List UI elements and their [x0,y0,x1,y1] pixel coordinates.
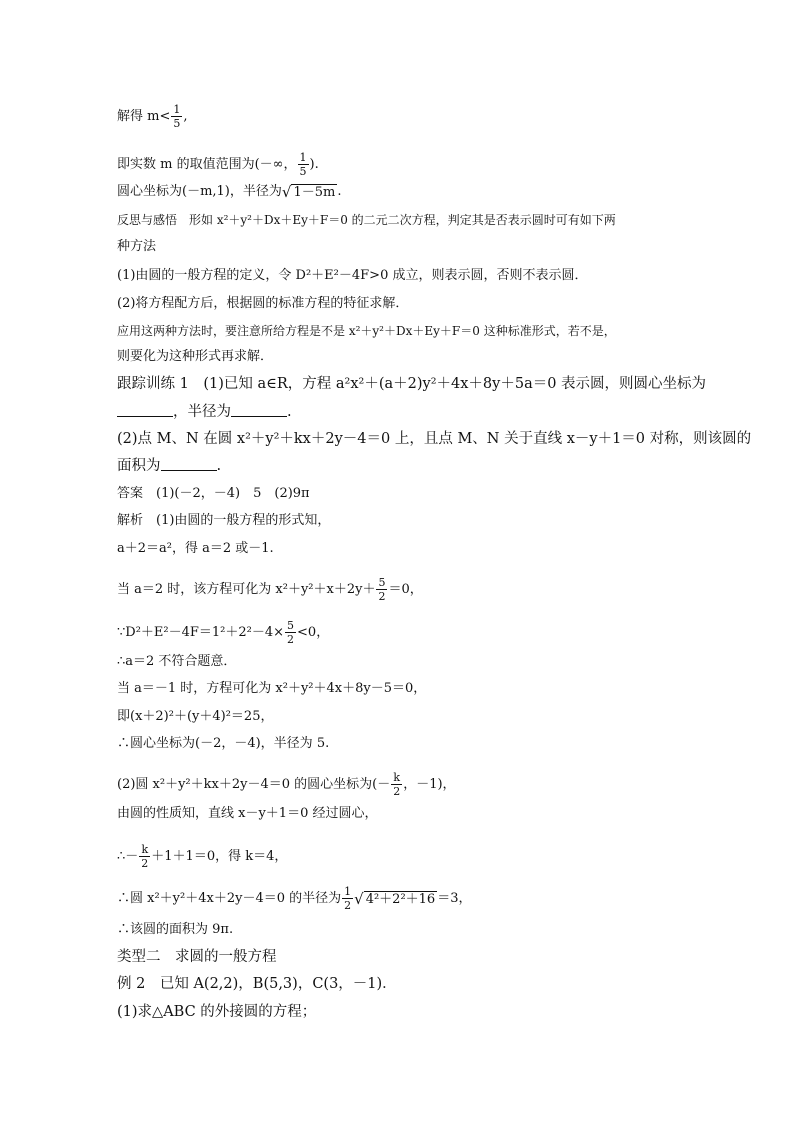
line-apply-2: 则要化为这种形式再求解． [117,349,274,364]
sqrt-expression: √ 1－5m [281,183,336,201]
line-exercise-1: 跟踪训练 1 (1)已知 a∈R，方程 a²x²＋(a＋2)y²＋4x＋8y＋5a＝0 表示圆，则圆心坐标为 [117,376,707,392]
line-circle-center-k: (2)圆 x²＋y²＋kx＋2y－4＝0 的圆心坐标为(－ $\frac{k}{2}$ ，－1)， [117,771,456,798]
line-property: 由圆的性质知，直线 x－y＋1＝0 经过圆心， [117,806,378,821]
line-area-result: ∴该圆的面积为 9π. [117,922,234,937]
fraction: $\frac{k}{2}$ [393,771,401,798]
line-solve-m: 解得 m< $\frac{1}{5}$ , [117,103,188,130]
line-reject-a2: ∴a＝2 不符合题意． [117,654,237,669]
line-result-1: ∴圆心坐标为(－2，－4)，半径为 5. [117,736,330,751]
fraction: $\frac{1}{5}$ [299,151,307,178]
answer-blank [161,470,217,471]
fraction: $\frac{1}{5}$ [173,103,181,130]
fraction: $\frac{5}{2}$ [378,576,386,603]
line-example-2: 例 2 已知 A(2,2)，B(5,3)，C(3，－1)． [117,976,397,992]
answer-blank [117,416,173,417]
line-solve-k: ∴－ $\frac{k}{2}$ ＋1＋1＝0，得 k＝4， [117,843,288,870]
line-exercise-2b: 面积为 . [117,458,222,474]
line-center-radius: 圆心坐标为(－m,1)，半径为 √ 1－5m . [117,183,342,201]
line-case-a2: 当 a＝2 时，该方程可化为 x²＋y²＋x＋2y＋ $\frac{5}{2}$ ＝0， [117,576,423,603]
line-answer: 答案 (1)(－2，－4) 5 (2)9π [117,486,310,501]
line-example-2-q1: (1)求△ABC 的外接圆的方程； [117,1004,317,1020]
fraction: $\frac{1}{2}$ [344,885,352,912]
line-analysis-2: a＋2＝a²，得 a＝2 或－1. [117,541,274,556]
line-m-range: 即实数 m 的取值范围为(－∞， $\frac{1}{5}$ ). [117,151,319,178]
fraction: $\frac{5}{2}$ [287,619,295,646]
line-apply-1: 应用这两种方法时，要注意所给方程是不是 x²＋y²＋Dx＋Ey＋F＝0 这种标准形式，若不是， [117,324,616,338]
line-exercise-2: (2)点 M、N 在圆 x²＋y²＋kx＋2y－4＝0 上，且点 M、N 关于直线 x－y＋1＝0 对称，则该圆的 [117,431,752,447]
line-analysis-1: 解析 (1)由圆的一般方程的形式知， [117,513,331,528]
line-radius-calc: ∴圆 x²＋y²＋4x＋2y－4＝0 的半径为 $\frac{1}{2}$ √ 4²＋2²＋16 ＝3， [117,885,472,912]
line-reflection-2: 种方法 [117,239,157,254]
section-heading: 类型二 求圆的一般方程 [117,949,277,965]
line-exercise-1b: ，半径为 . [117,404,292,420]
answer-blank [231,416,287,417]
line-reflection-1: 反思与感悟 形如 x²＋y²＋Dx＋Ey＋F＝0 的二元二次方程，判定其是否表示圆时可有如下两 [117,213,616,227]
line-method-1: (1)由圆的一般方程的定义，令 D²＋E²－4F>0 成立，则表示圆，否则不表示圆． [117,268,588,283]
line-method-2: (2)将方程配方后，根据圆的标准方程的特征求解． [117,296,409,311]
fraction: $\frac{k}{2}$ [141,843,149,870]
line-case-a-neg1: 当 a＝－1 时，方程可化为 x²＋y²＋4x＋8y－5＝0， [117,681,427,696]
line-standard-form: 即(x＋2)²＋(y＋4)²＝25， [117,709,274,724]
line-discriminant: ∵D²＋E²－4F＝1²＋2²－4× $\frac{5}{2}$ <0， [117,619,330,646]
sqrt-expression: √ 4²＋2²＋16 [354,890,436,908]
